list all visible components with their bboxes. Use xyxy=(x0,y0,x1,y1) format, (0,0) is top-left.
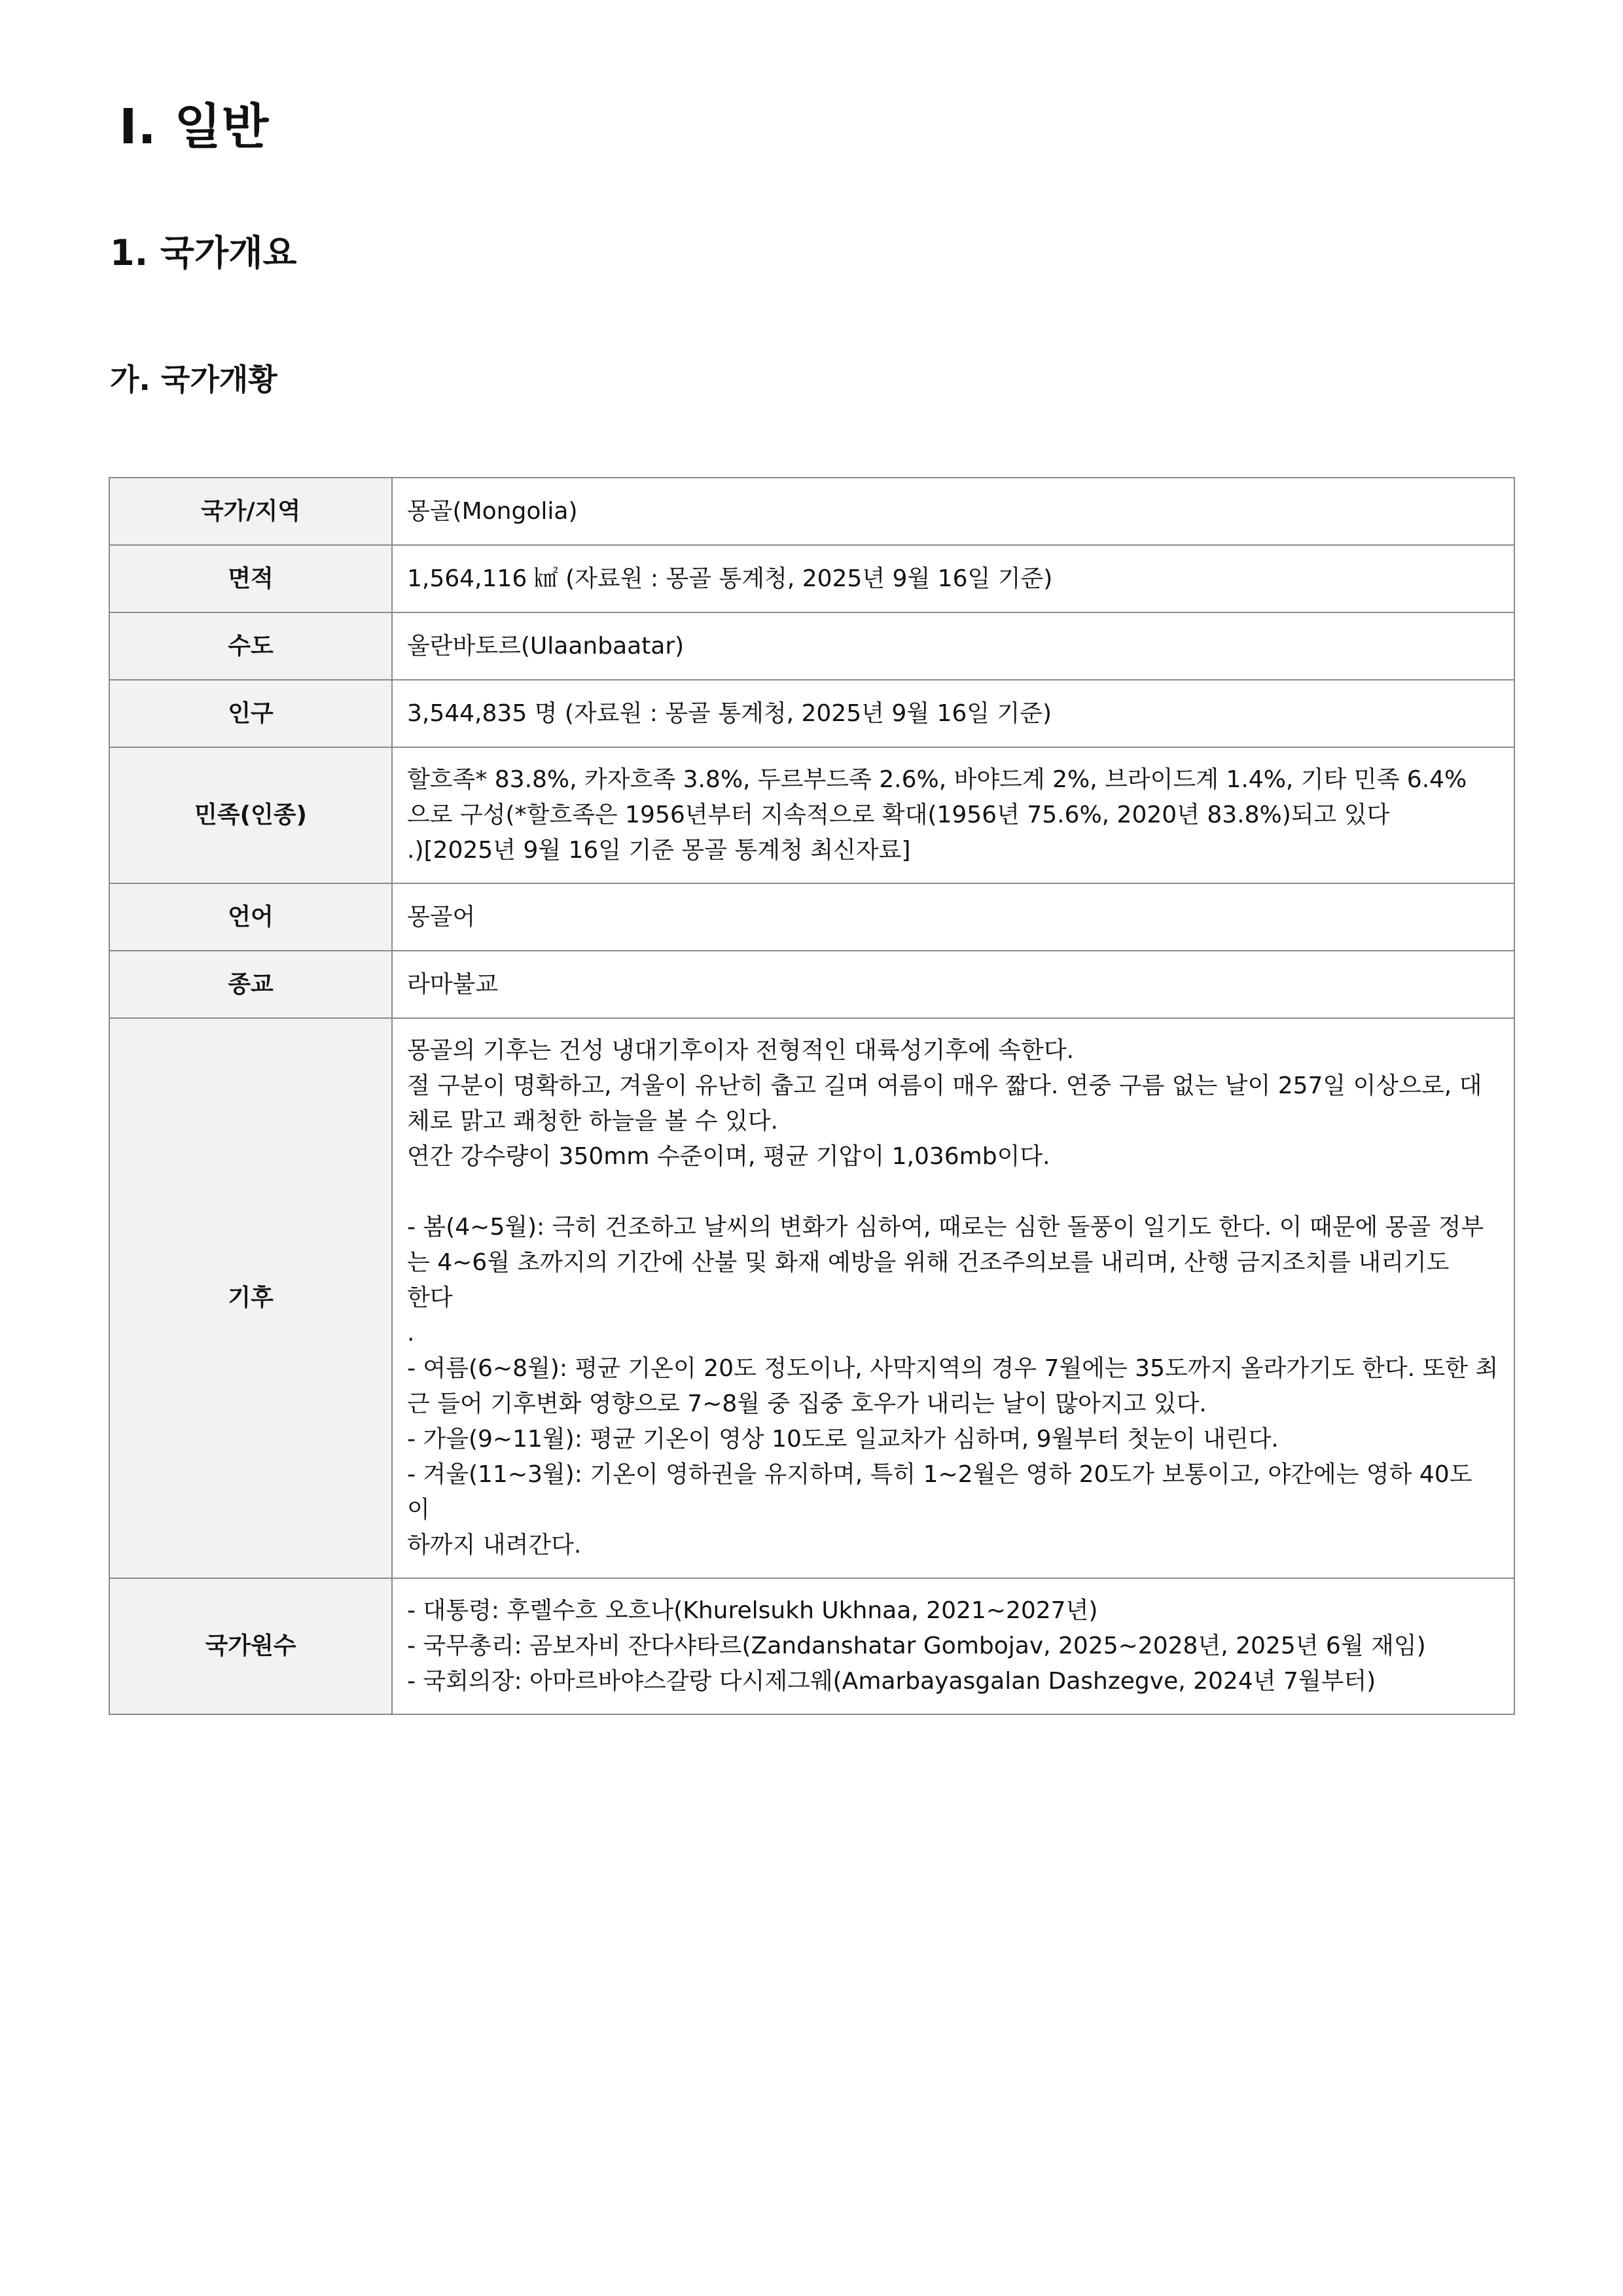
country-overview-table xyxy=(109,477,1515,1715)
row-value: 1,564,116 ㎢ (자료원 : 몽골 통계청, 2025년 9월 16일 기준) xyxy=(392,545,1514,612)
subsubsection-heading: 가. 국가개황 xyxy=(110,362,277,397)
row-label: 종교 xyxy=(109,951,392,1018)
table-row-country xyxy=(109,478,1514,545)
row-label: 민족(인종) xyxy=(109,747,392,883)
table-row-language xyxy=(109,883,1514,951)
row-value: 몽골(Mongolia) xyxy=(392,478,1514,545)
row-value: 울란바토르(Ulaanbaatar) xyxy=(392,612,1514,680)
table-row-head-of-state xyxy=(109,1578,1514,1714)
table-row-area xyxy=(109,545,1514,612)
row-label: 국가/지역 xyxy=(109,478,392,545)
subsection-heading: 1. 국가개요 xyxy=(110,232,297,274)
row-value: 3,544,835 명 (자료원 : 몽골 통계청, 2025년 9월 16일 기준) xyxy=(392,680,1514,747)
row-label: 수도 xyxy=(109,612,392,680)
row-value: 라마불교 xyxy=(392,951,1514,1018)
row-label: 인구 xyxy=(109,680,392,747)
table-row-capital xyxy=(109,612,1514,680)
table-row-population xyxy=(109,680,1514,747)
section-heading: Ⅰ. 일반 xyxy=(119,99,270,155)
row-value: 몽골의 기후는 건성 냉대기후이자 전형적인 대륙성기후에 속한다. 절 구분이 명확하고, 겨울이 유난히 춥고 길며 여름이 매우 짧다. 연중 구름 없는 날이 257일 이상으로, 대 체로 맑고 쾌청한 하늘을 볼 수 있다. 연간 강수량이 350mm 수준이며, 평균 기압이 1,036mb이다. - 봄(4~5월): 극히 건조하고 날씨의 변화가 심하여, 때로는 심한 돌풍이 일기도 한다. 이 때문에 몽골 정부 는 4~6월 초까지의 기간에 산불 및 화재 예방을 위해 건조주의보를 내리며, 산행 금지조치를 내리기도 한다 . - 여름(6~8월): 평균 기온이 20도 정도이나, 사막지역의 경우 7월에는 35도까지 올라가기도 한다. 또한 최 근 들어 기후변화 영향으로 7~8월 중 집중 호우가 내리는 날이 많아지고 있다. - 가을(9~11월): 평균 기온이 영상 10도로 일교차가 심하며, 9월부터 첫눈이 내린다. - 겨울(11~3월): 기온이 영하권을 유지하며, 특히 1~2월은 영하 20도가 보통이고, 야간에는 영하 40도 이 하까지 내려간다. xyxy=(392,1018,1514,1578)
table-row-ethnicity xyxy=(109,747,1514,883)
row-label: 언어 xyxy=(109,883,392,951)
row-label: 국가원수 xyxy=(109,1578,392,1714)
table-row-religion xyxy=(109,951,1514,1018)
table-row-climate xyxy=(109,1018,1514,1578)
row-label: 기후 xyxy=(109,1018,392,1578)
row-value: - 대통령: 후렐수흐 오흐나(Khurelsukh Ukhnaa, 2021~2027년) - 국무총리: 곰보자비 잔다샤타르(Zandanshatar Gombojav, 2025~2028년, 2025년 6월 재임) - 국회의장: 아마르바야스갈랑 다시제그웨(Amarbayasgalan Dashzegve, 2024년 7월부터) xyxy=(392,1578,1514,1714)
row-value: 할흐족* 83.8%, 카자흐족 3.8%, 두르부드족 2.6%, 바야드계 2%, 브라이드계 1.4%, 기타 민족 6.4% 으로 구성(*할흐족은 1956년부터 지속적으로 확대(1956년 75.6%, 2020년 83.8%)되고 있다 .)[2025년 9월 16일 기준 몽골 통계청 최신자료] xyxy=(392,747,1514,883)
row-value: 몽골어 xyxy=(392,883,1514,951)
row-label: 면적 xyxy=(109,545,392,612)
